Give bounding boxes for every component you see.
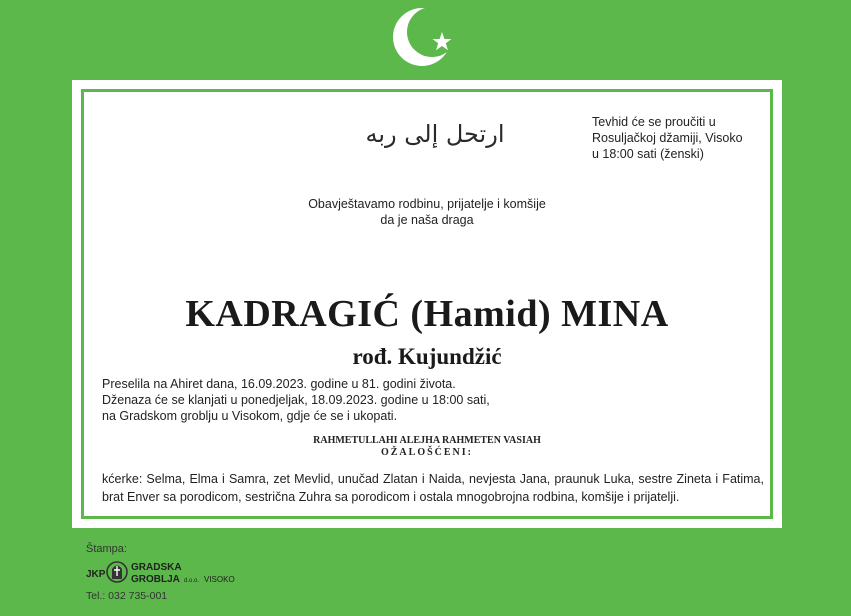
- maiden-name: rođ. Kujundžić: [352, 344, 502, 369]
- cemetery-emblem-icon: [107, 562, 127, 582]
- obituary-card: [72, 80, 782, 528]
- logo-city: VISOKO: [204, 575, 235, 584]
- logo-suffix: d.o.o.: [184, 578, 200, 584]
- printer-logo: [86, 557, 256, 587]
- logo-name-line2: GROBLJA: [131, 574, 180, 585]
- tevhid-line: Rosuljačkoj džamiji, Visoko: [592, 131, 743, 145]
- intro-line: Obavještavamo rodbinu, prijatelje i komšije: [308, 197, 546, 211]
- printer-label: Štampa:: [86, 543, 127, 555]
- intro-text: [84, 196, 770, 228]
- tevhid-line: u 18:00 sati (ženski): [592, 147, 704, 161]
- deceased-name: KADRAGIĆ (Hamid) MINA: [185, 293, 669, 335]
- intro-line: da je naša draga: [380, 213, 474, 227]
- tevhid-notice: [592, 114, 772, 162]
- details-line: na Gradskom groblju u Visokom, gdje će se i ukopati.: [102, 409, 398, 423]
- crescent-star-icon: [392, 6, 464, 68]
- arabic-calligraphy: [360, 112, 510, 154]
- details-line: Preselila na Ahiret dana, 16.09.2023. godine u 81. godini života.: [102, 377, 456, 391]
- mourners-heading: OŽALOŠĆENI:: [380, 447, 473, 458]
- tevhid-line: Tevhid će se proučiti u: [592, 115, 716, 129]
- details-line: Dženaza će se klanjati u ponedjeljak, 18.09.2023. godine u 18:00 sati,: [102, 393, 490, 407]
- prayer-text: RAHMETULLAHI ALEJHA RAHMETEN VASIAH: [313, 435, 541, 446]
- logo-jkp: JKP: [86, 569, 106, 580]
- svg-text:ارتحل إلى ربه: ارتحل إلى ربه: [365, 120, 505, 148]
- printer-phone: Tel.: 032 735-001: [86, 590, 168, 602]
- logo-name-line1: GRADSKA: [131, 562, 182, 573]
- mourners-list: kćerke: Selma, Elma i Samra, zet Mevlid, unučad Zlatan i Naida, nevjesta Jana, praunuk Luka, sestre Zineta i Fatima, brat Enver sa porodicom, sestrična Zuhra sa porodicom i ostala mnogobrojna rodbina, komšije i prijatelji.: [102, 472, 764, 504]
- funeral-details: [102, 376, 742, 424]
- card-border: [81, 89, 773, 519]
